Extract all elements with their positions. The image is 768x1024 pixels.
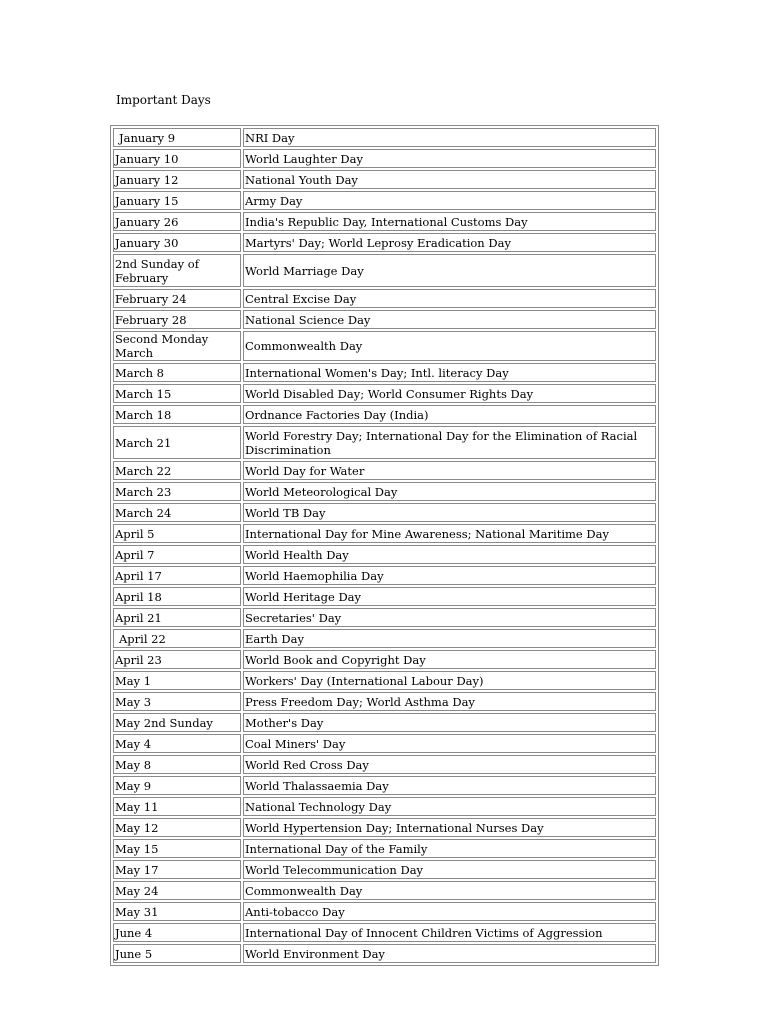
date-cell: March 15: [113, 384, 241, 403]
date-cell: 2nd Sunday of February: [113, 254, 241, 287]
date-cell: June 5: [113, 944, 241, 963]
date-cell: May 11: [113, 797, 241, 816]
date-cell: April 23: [113, 650, 241, 669]
date-cell: May 2nd Sunday: [113, 713, 241, 732]
event-cell: National Youth Day: [243, 170, 656, 189]
date-cell: May 24: [113, 881, 241, 900]
date-cell: March 23: [113, 482, 241, 501]
event-cell: Commonwealth Day: [243, 881, 656, 900]
table-row: [113, 310, 656, 329]
table-row: [113, 692, 656, 711]
table-row: [113, 503, 656, 522]
date-cell: April 22: [113, 629, 241, 648]
date-cell: March 22: [113, 461, 241, 480]
date-cell: March 8: [113, 363, 241, 382]
event-cell: International Women's Day; Intl. literacy Day: [243, 363, 656, 382]
date-cell: February 24: [113, 289, 241, 308]
date-cell: Second Monday March: [113, 331, 241, 361]
date-cell: May 4: [113, 734, 241, 753]
page-title: Important Days: [116, 93, 211, 107]
event-cell: Army Day: [243, 191, 656, 210]
date-cell: January 26: [113, 212, 241, 231]
table-row: [113, 426, 656, 459]
event-cell: World Telecommunication Day: [243, 860, 656, 879]
table-row: [113, 461, 656, 480]
event-cell: Coal Miners' Day: [243, 734, 656, 753]
event-cell: National Science Day: [243, 310, 656, 329]
date-cell: April 7: [113, 545, 241, 564]
table-row: [113, 233, 656, 252]
event-cell: Commonwealth Day: [243, 331, 656, 361]
table-row: [113, 331, 656, 361]
event-cell: Mother's Day: [243, 713, 656, 732]
event-cell: World Forestry Day; International Day for the Elimination of Racial Discrimination: [243, 426, 656, 459]
event-cell: International Day of Innocent Children Victims of Aggression: [243, 923, 656, 942]
date-cell: January 30: [113, 233, 241, 252]
event-cell: World Book and Copyright Day: [243, 650, 656, 669]
table-row: [113, 650, 656, 669]
table-row: [113, 289, 656, 308]
date-cell: March 21: [113, 426, 241, 459]
table-row: [113, 608, 656, 627]
table-body: [113, 128, 656, 963]
date-cell: May 3: [113, 692, 241, 711]
table-row: [113, 944, 656, 963]
table-row: [113, 170, 656, 189]
table-row: [113, 254, 656, 287]
event-cell: Martyrs' Day; World Leprosy Eradication Day: [243, 233, 656, 252]
event-cell: World TB Day: [243, 503, 656, 522]
date-cell: March 24: [113, 503, 241, 522]
table-row: [113, 587, 656, 606]
event-cell: World Health Day: [243, 545, 656, 564]
event-cell: Workers' Day (International Labour Day): [243, 671, 656, 690]
date-cell: May 1: [113, 671, 241, 690]
event-cell: Central Excise Day: [243, 289, 656, 308]
date-cell: April 5: [113, 524, 241, 543]
table-row: [113, 797, 656, 816]
table-row: [113, 191, 656, 210]
important-days-table: [110, 125, 659, 966]
event-cell: Secretaries' Day: [243, 608, 656, 627]
date-cell: April 18: [113, 587, 241, 606]
event-cell: Earth Day: [243, 629, 656, 648]
table-row: [113, 755, 656, 774]
table-row: [113, 384, 656, 403]
table-row: [113, 524, 656, 543]
table-row: [113, 839, 656, 858]
table-row: [113, 713, 656, 732]
table-row: [113, 671, 656, 690]
event-cell: Anti-tobacco Day: [243, 902, 656, 921]
table-row: [113, 363, 656, 382]
table-row: [113, 818, 656, 837]
date-cell: January 10: [113, 149, 241, 168]
event-cell: World Disabled Day; World Consumer Rights Day: [243, 384, 656, 403]
event-cell: World Environment Day: [243, 944, 656, 963]
event-cell: World Laughter Day: [243, 149, 656, 168]
table-row: [113, 405, 656, 424]
date-cell: January 15: [113, 191, 241, 210]
event-cell: World Day for Water: [243, 461, 656, 480]
date-cell: April 21: [113, 608, 241, 627]
table-row: [113, 212, 656, 231]
date-cell: May 17: [113, 860, 241, 879]
event-cell: World Marriage Day: [243, 254, 656, 287]
date-cell: April 17: [113, 566, 241, 585]
date-cell: February 28: [113, 310, 241, 329]
event-cell: World Haemophilia Day: [243, 566, 656, 585]
date-cell: May 15: [113, 839, 241, 858]
date-cell: January 9: [113, 128, 241, 147]
table-row: [113, 923, 656, 942]
event-cell: Ordnance Factories Day (India): [243, 405, 656, 424]
date-cell: May 31: [113, 902, 241, 921]
event-cell: World Thalassaemia Day: [243, 776, 656, 795]
date-cell: May 12: [113, 818, 241, 837]
event-cell: World Red Cross Day: [243, 755, 656, 774]
date-cell: January 12: [113, 170, 241, 189]
table-row: [113, 482, 656, 501]
table-row: [113, 629, 656, 648]
event-cell: World Hypertension Day; International Nurses Day: [243, 818, 656, 837]
event-cell: International Day for Mine Awareness; National Maritime Day: [243, 524, 656, 543]
date-cell: May 8: [113, 755, 241, 774]
event-cell: Press Freedom Day; World Asthma Day: [243, 692, 656, 711]
event-cell: India's Republic Day, International Customs Day: [243, 212, 656, 231]
table-row: [113, 149, 656, 168]
table-row: [113, 902, 656, 921]
event-cell: NRI Day: [243, 128, 656, 147]
table-row: [113, 860, 656, 879]
event-cell: National Technology Day: [243, 797, 656, 816]
table-row: [113, 881, 656, 900]
event-cell: World Heritage Day: [243, 587, 656, 606]
table-row: [113, 566, 656, 585]
table-row: [113, 545, 656, 564]
table-row: [113, 734, 656, 753]
table-row: [113, 128, 656, 147]
table-row: [113, 776, 656, 795]
date-cell: March 18: [113, 405, 241, 424]
event-cell: World Meteorological Day: [243, 482, 656, 501]
event-cell: International Day of the Family: [243, 839, 656, 858]
date-cell: May 9: [113, 776, 241, 795]
date-cell: June 4: [113, 923, 241, 942]
